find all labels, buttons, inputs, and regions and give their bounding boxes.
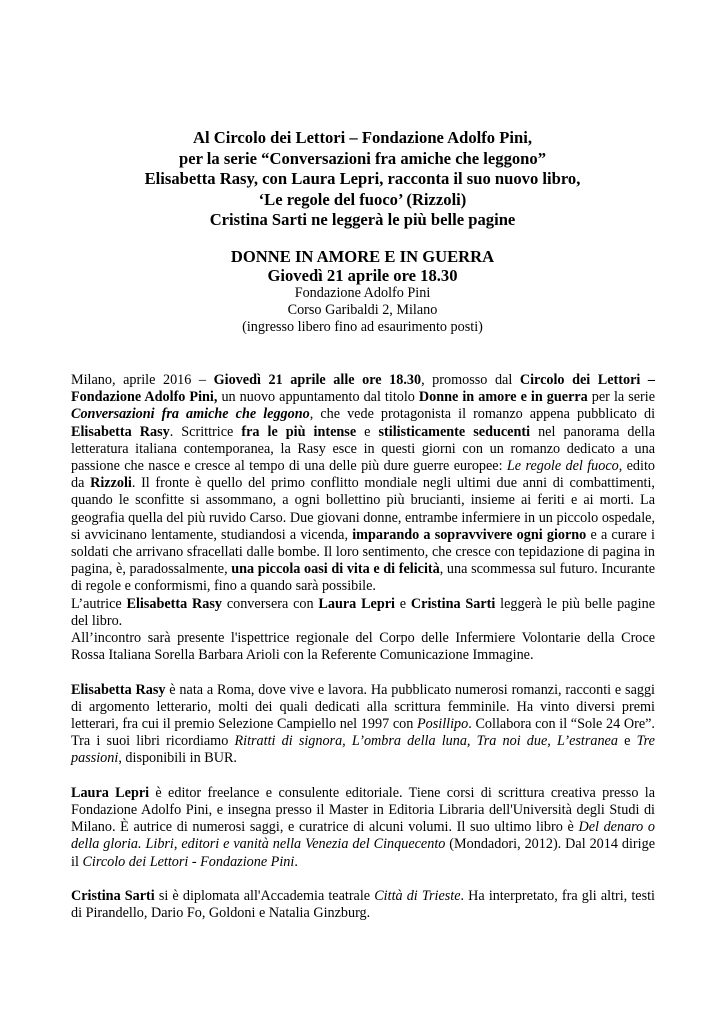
event-title-block — [60, 247, 665, 285]
text-segment: stilisticamente seducenti — [378, 423, 531, 440]
text-segment: Del denaro o della gloria. Libri, editori e vanità nella Venezia del Cinquecento — [71, 819, 656, 853]
text-segment: e — [394, 595, 411, 612]
text-segment: Tre passioni — [71, 733, 655, 767]
text-segment: imparando a sopravvivere ogni giorno — [352, 526, 587, 543]
text-segment: Giovedì 21 aprile alle ore 18.30 — [213, 372, 422, 388]
text-segment: un nuovo appuntamento dal titolo — [217, 389, 419, 406]
text-segment: conversera con — [222, 595, 319, 612]
announcement-header — [60, 128, 665, 231]
text-segment: Elisabetta Rasy — [126, 595, 222, 612]
text-segment: Circolo dei Lettori – Fondazione Adolfo Pini, — [71, 372, 656, 406]
paragraph-bio-lepri — [71, 785, 655, 871]
text-segment: è editor freelance e consulente editoriale. Tiene corsi di scrittura creativa presso la Fondazione Adolfo Pini, e insegna presso il Master in Editoria Libraria dell'Università degli Studi di Milano. È autrice di numerosi saggi, e curatrice di alcuni volumi. Il suo ultimo libro è — [71, 784, 655, 836]
paragraph-intro — [71, 372, 655, 596]
text-segment: leggerà le più belle pagine del libro. — [71, 595, 655, 629]
text-segment: Cristina Sarti — [410, 595, 496, 612]
text-segment: , una scommessa sul futuro. Incurante di regole e conformismi, fino a quando sarà possibile. — [71, 561, 656, 595]
press-release-body — [71, 372, 655, 922]
header-line: Elisabetta Rasy, con Laura Lepri, racconta il suo nuovo libro, — [144, 169, 581, 189]
text-segment: Circolo dei Lettori - Fondazione Pini — [82, 853, 295, 870]
paragraph-bio-rasy — [71, 682, 655, 768]
text-segment: , promosso dal — [421, 372, 520, 388]
text-segment: All’incontro sarà presente l'ispettrice regionale del Corpo delle Infermiere Volontarie della Croce Rossa Italiana Sorella Barbara Arioli con la Referente Comunicazione Immagine. — [71, 630, 655, 664]
header-line: Al Circolo dei Lettori – Fondazione Adolfo Pini, — [193, 128, 532, 147]
text-segment: e — [356, 423, 379, 440]
text-segment: . — [294, 853, 298, 870]
header-line: Cristina Sarti ne leggerà le più belle pagine — [209, 210, 516, 230]
text-segment: . Collabora con il “Sole 24 Ore”. Tra i suoi libri ricordiamo — [71, 716, 655, 750]
text-segment: Milano, aprile 2016 – — [71, 372, 214, 388]
header-line: ‘Le regole del fuoco’ (Rizzoli) — [258, 189, 467, 209]
text-segment: . Il fronte è quello del primo conflitto mondiale negli ultimi due anni di combattimenti, quando le sconfitte si assommano, a ogni bollettino più brucianti, insieme ai feriti e ai morti. La geografia quella del più ruvido Carso. Due giovani donne, entrambe infermiere in un piccolo ospedale, si avvicinano lentamente, studiandosi a vicenda, — [71, 475, 655, 543]
text-segment: è nata a Roma, dove vive e lavora. Ha pubblicato numerosi romanzi, racconti e saggi di argomento letterario, molti dei quali dedicati alla scrittura femminile. Ha vinto diversi premi letterari, fra cui il premio Selezione Campiello nel 1997 con — [71, 681, 655, 733]
text-segment: Posillipo — [417, 716, 469, 733]
text-segment: Elisabetta Rasy — [71, 681, 166, 698]
text-segment: Donne in amore e in guerra — [418, 389, 588, 406]
event-venue-block — [60, 285, 665, 337]
event-entry-note: (ingresso libero fino ad esaurimento posti) — [242, 319, 483, 336]
text-segment: L’autrice — [71, 595, 127, 612]
text-segment: , disponibili in BUR. — [118, 750, 237, 767]
text-segment: , che vede protagonista il romanzo appena pubblicato di — [309, 406, 656, 423]
text-segment: Conversazioni fra amiche che leggono — [71, 406, 310, 423]
event-address: Corso Garibaldi 2, Milano — [287, 302, 438, 319]
event-venue: Fondazione Adolfo Pini — [294, 285, 431, 301]
text-segment: fra le più intense — [241, 423, 357, 440]
text-segment: Cristina Sarti — [71, 888, 155, 905]
text-segment: e a curare i soldati che arrivano sfracellati dalle bombe. Il loro sentimento, che cresce con tepidazione di pagina in pagina, è, paradossalmente, — [71, 526, 655, 578]
event-datetime: Giovedì 21 aprile ore 18.30 — [267, 266, 458, 285]
paragraph-bio-sarti — [71, 888, 655, 922]
text-segment: (Mondadori, 2012). Dal 2014 dirige il — [71, 836, 655, 870]
text-segment: . Scrittrice — [169, 423, 242, 440]
text-segment: , edito da — [71, 458, 655, 492]
text-segment: nel panorama della letteratura italiana contemporanea, la Rasy esce in questi giorni con un romanzo dedicato a una passione che nasce e cresce al tempo di una delle più dure guerre europee: — [71, 423, 655, 475]
text-segment: una piccola oasi di vita e di felicità — [231, 561, 440, 578]
event-title: DONNE IN AMORE E IN GUERRA — [230, 247, 495, 266]
text-segment: Ritratti di signora, L’ombra della luna, Tra noi due, L’estranea — [234, 733, 618, 750]
text-segment: . Ha interpretato, fra gli altri, testi di Pirandello, Dario Fo, Goldoni e Natalia Ginzburg. — [71, 888, 655, 922]
text-segment: per la serie — [587, 389, 655, 406]
paragraph-guest — [71, 630, 655, 664]
text-segment: Città di Trieste — [374, 888, 461, 905]
text-segment: Le regole del fuoco — [506, 458, 619, 475]
header-line: per la serie “Conversazioni fra amiche che leggono” — [179, 148, 546, 168]
text-segment: Elisabetta Rasy — [71, 423, 170, 440]
text-segment: si è diplomata all'Accademia teatrale — [154, 888, 375, 905]
text-segment: Laura Lepri — [318, 595, 395, 612]
text-segment: Laura Lepri — [71, 784, 150, 801]
text-segment: e — [617, 733, 637, 750]
text-segment: Rizzoli — [90, 475, 132, 492]
paragraph-reading — [71, 596, 655, 630]
